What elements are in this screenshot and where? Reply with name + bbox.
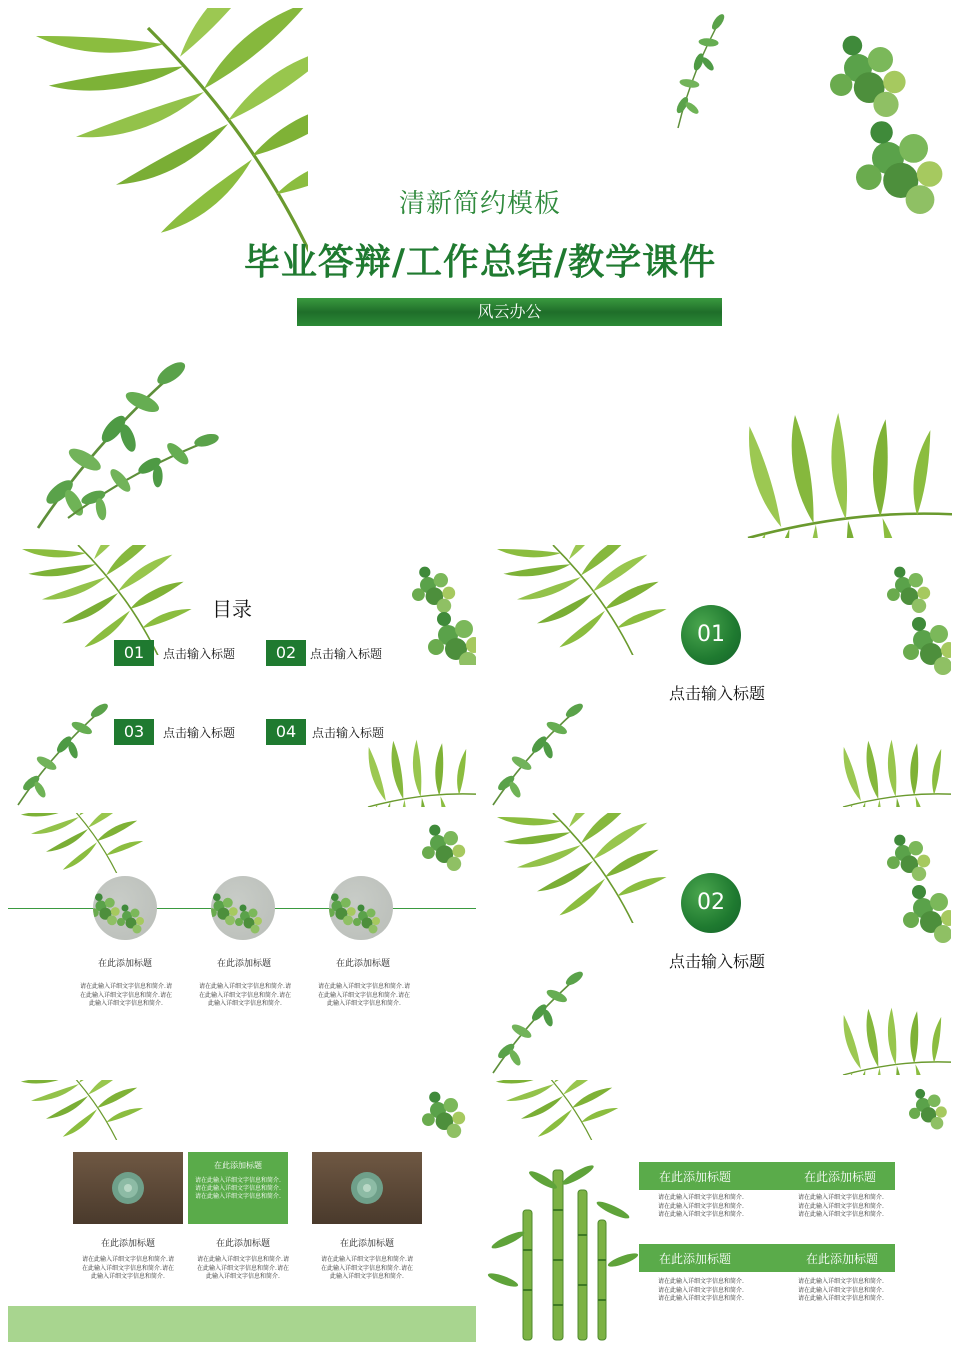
- section-number-badge: 02: [681, 873, 741, 933]
- highlight-box-title: 在此添加标题: [214, 1161, 262, 1170]
- column-text: 请在此输入详细文字信息和简介.请在此输入详细文字信息和简介.请在此输入详细文字信息和简介.: [80, 983, 172, 1007]
- palm-leaf-icon: [483, 1080, 623, 1140]
- toc-label: 点击输入标题: [310, 646, 383, 661]
- block-text: 请在此输入详细文字信息和简介.请在此输入详细文字信息和简介.请在此输入详细文字信息和简介.: [658, 1194, 744, 1218]
- succulent-photo: [312, 1152, 422, 1224]
- column-title: 在此添加标题: [97, 959, 152, 969]
- section-slide-1[interactable]: [483, 545, 951, 807]
- block-text: 请在此输入详细文字信息和简介.请在此输入详细文字信息和简介.请在此输入详细文字信息和简介.: [798, 1194, 884, 1218]
- plant-photo: [329, 876, 393, 940]
- toc-item-4[interactable]: [266, 719, 384, 745]
- cards-slide[interactable]: [8, 1080, 476, 1342]
- card-title: 在此添加标题: [339, 1239, 394, 1249]
- block-text: 请在此输入详细文字信息和简介.请在此输入详细文字信息和简介.请在此输入详细文字信息和简介.: [658, 1278, 744, 1302]
- column-text: 请在此输入详细文字信息和简介.请在此输入详细文字信息和简介.请在此输入详细文字信息和简介.: [199, 983, 291, 1007]
- card-title: 在此添加标题: [100, 1239, 155, 1249]
- palm-leaf-icon: [483, 813, 673, 923]
- palm-leaf-icon: [833, 963, 951, 1075]
- toc-number: 01: [114, 640, 154, 666]
- toc-number: 04: [266, 719, 306, 745]
- section-slide-2[interactable]: [483, 813, 951, 1075]
- card-text: 请在此输入详细文字信息和简介.请在此输入详细文字信息和简介.请在此输入详细文字信息和简介.: [321, 1256, 413, 1280]
- bamboo-illustration: [483, 1150, 643, 1344]
- palm-leaf-icon: [8, 1080, 148, 1140]
- leaf-sprig-left: [8, 288, 248, 538]
- palm-leaf-bottom-right: [708, 298, 952, 538]
- plant-photo: [211, 876, 275, 940]
- toc-item-2[interactable]: [266, 640, 382, 666]
- card-text: 请在此输入详细文字信息和简介.请在此输入详细文字信息和简介.请在此输入详细文字信息和简介.: [197, 1256, 289, 1280]
- palm-leaf-icon: [358, 685, 476, 807]
- bar-title-left: 在此添加标题: [659, 1252, 732, 1266]
- palm-leaf-icon: [483, 545, 673, 655]
- toc-title: 目录: [212, 597, 252, 621]
- highlight-box-text: 请在此输入详细文字信息和简介.请在此输入详细文字信息和简介.请在此输入详细文字信息和简介.: [195, 1177, 281, 1200]
- section-title: 点击输入标题: [668, 952, 765, 971]
- plant-photo: [93, 876, 157, 940]
- palm-leaf-icon: [8, 813, 148, 873]
- leaf-cluster-icon: [338, 1080, 476, 1150]
- toc-item-3[interactable]: [114, 719, 235, 745]
- leaf-cluster-top-right: [638, 8, 952, 268]
- card-title: 在此添加标题: [215, 1239, 270, 1249]
- bar-title-left: 在此添加标题: [659, 1170, 732, 1184]
- highlight-box: [188, 1152, 288, 1224]
- column-text: 请在此输入详细文字信息和简介.请在此输入详细文字信息和简介.请在此输入详细文字信息和简介.: [318, 983, 410, 1007]
- toc-label: 点击输入标题: [163, 725, 236, 740]
- palm-leaf-icon: [833, 695, 951, 807]
- section-title: 点击输入标题: [668, 684, 765, 703]
- bar-title-right: 在此添加标题: [804, 1170, 877, 1184]
- cover-slide[interactable]: [8, 8, 952, 538]
- title-bar-2: [639, 1244, 895, 1272]
- palm-leaf-icon: [8, 545, 198, 655]
- toc-label: 点击输入标题: [163, 646, 236, 661]
- leaf-cluster-icon: [793, 545, 951, 675]
- title-bar-1: [639, 1162, 895, 1190]
- cover-band: 风云办公: [297, 298, 722, 326]
- section-number-badge: 01: [681, 605, 741, 665]
- leaf-cluster-icon: [793, 813, 951, 943]
- leaf-cluster-icon: [883, 1080, 951, 1140]
- card-text: 请在此输入详细文字信息和简介.请在此输入详细文字信息和简介.请在此输入详细文字信息和简介.: [82, 1256, 174, 1280]
- toc-item-1[interactable]: [114, 640, 235, 666]
- cover-subtitle: 清新简约模板: [398, 189, 561, 219]
- three-column-slide[interactable]: [8, 813, 476, 1075]
- succulent-photo: [73, 1152, 183, 1224]
- leaf-sprig-icon: [8, 685, 138, 807]
- column-title: 在此添加标题: [335, 959, 390, 969]
- cover-title: 毕业答辩/工作总结/教学课件: [243, 242, 717, 283]
- block-text: 请在此输入详细文字信息和简介.请在此输入详细文字信息和简介.请在此输入详细文字信息和简介.: [798, 1278, 884, 1302]
- bottom-band: [8, 1306, 476, 1342]
- toc-label: 点击输入标题: [312, 725, 385, 740]
- bar-title-right: 在此添加标题: [806, 1252, 879, 1266]
- column-title: 在此添加标题: [216, 959, 271, 969]
- toc-number: 02: [266, 640, 306, 666]
- toc-number: 03: [114, 719, 154, 745]
- bamboo-slide[interactable]: [483, 1080, 951, 1344]
- toc-slide[interactable]: [8, 545, 476, 807]
